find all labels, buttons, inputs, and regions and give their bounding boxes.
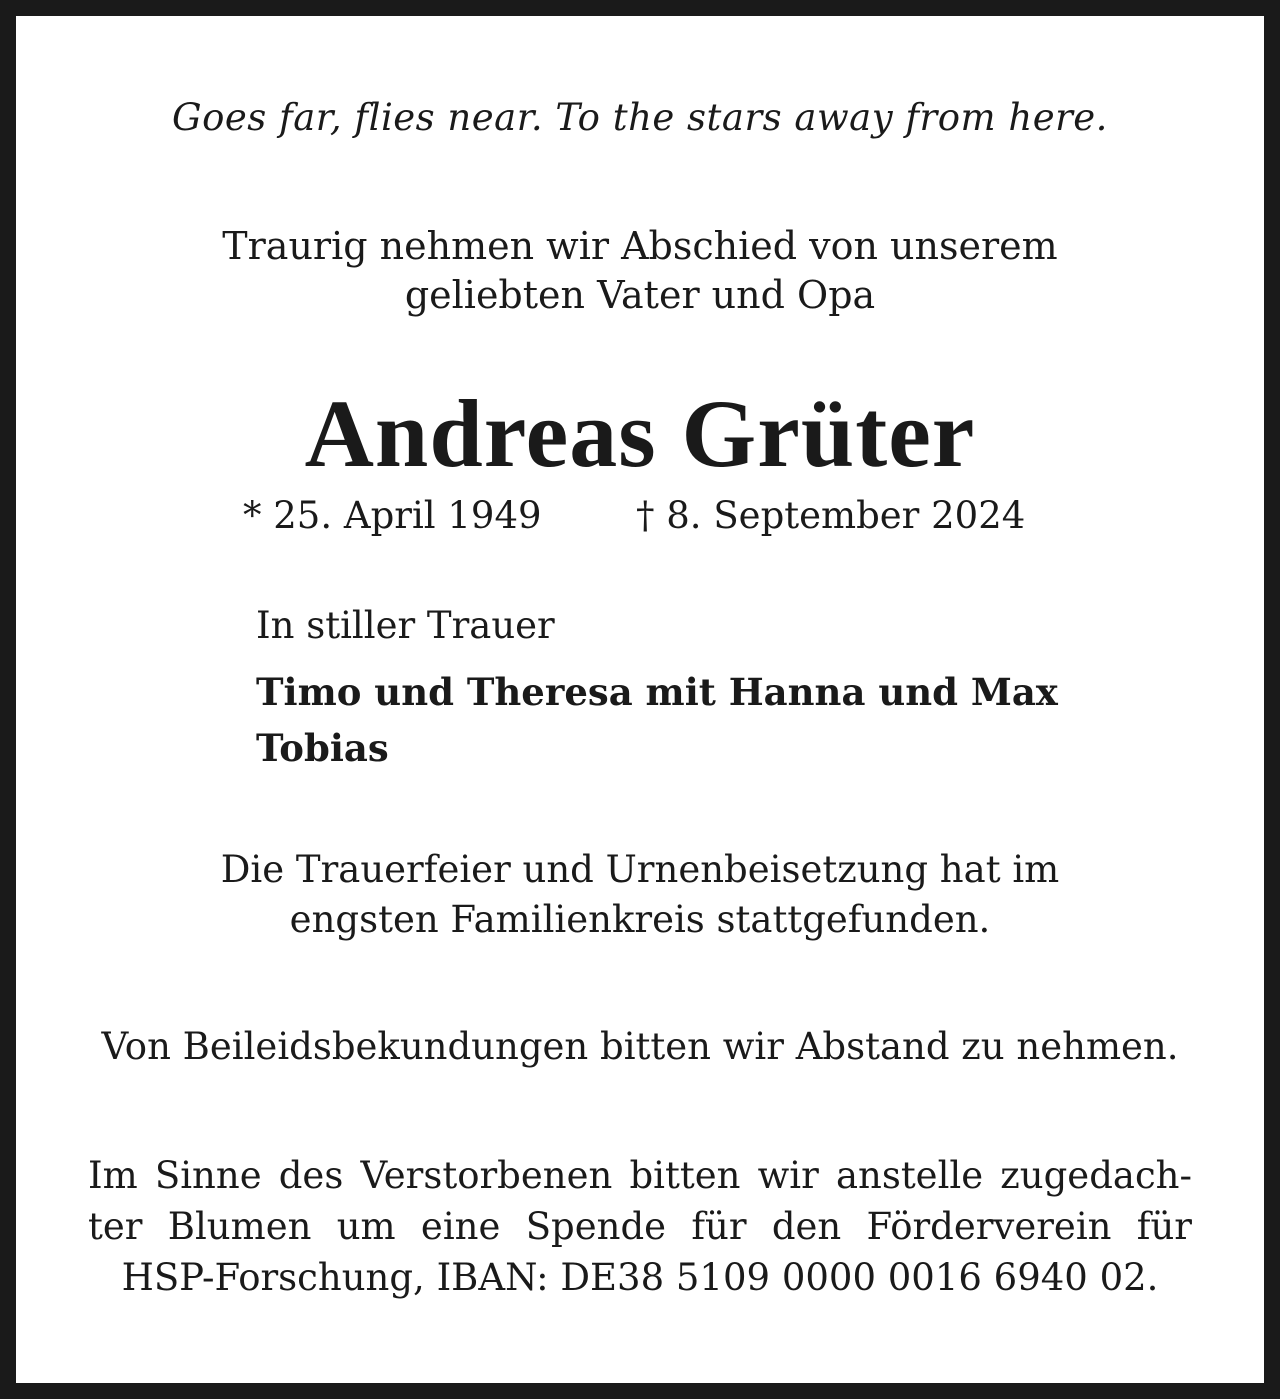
intro-line-1: Traurig nehmen wir Abschied von unserem bbox=[222, 224, 1058, 268]
intro-line-2: geliebten Vater und Opa bbox=[404, 273, 876, 317]
mourners-line-2: Tobias bbox=[256, 726, 389, 770]
donation-paragraph bbox=[88, 1150, 1192, 1303]
motto: Goes far, flies near. To the stars away from here. bbox=[172, 96, 1108, 139]
condolence-note: Von Beileidsbekundungen bitten wir Abstand zu nehmen. bbox=[101, 1025, 1179, 1068]
deceased-name: Andreas Grüter bbox=[304, 380, 976, 487]
mourning-heading: In stiller Trauer bbox=[256, 604, 555, 647]
ceremony-line-2: engsten Familienkreis stattgefunden. bbox=[289, 898, 991, 941]
death-date: † 8. September 2024 bbox=[636, 494, 1026, 537]
birth-date: * 25. April 1949 bbox=[243, 494, 542, 537]
ceremony-line-1: Die Trauerfeier und Urnenbeisetzung hat im bbox=[220, 848, 1060, 891]
donation-line-3: HSP-Forschung, IBAN: DE38 5109 0000 0016 6940 02. bbox=[121, 1256, 1159, 1299]
mourners-line-1: Timo und Theresa mit Hanna und Max bbox=[256, 670, 1058, 714]
donation-line-1: Im Sinne des Verstorbenen bitten wir anstelle zugedach- bbox=[88, 1154, 1192, 1197]
donation-line-2: ter Blumen um eine Spende für den Förderverein für bbox=[88, 1205, 1192, 1248]
